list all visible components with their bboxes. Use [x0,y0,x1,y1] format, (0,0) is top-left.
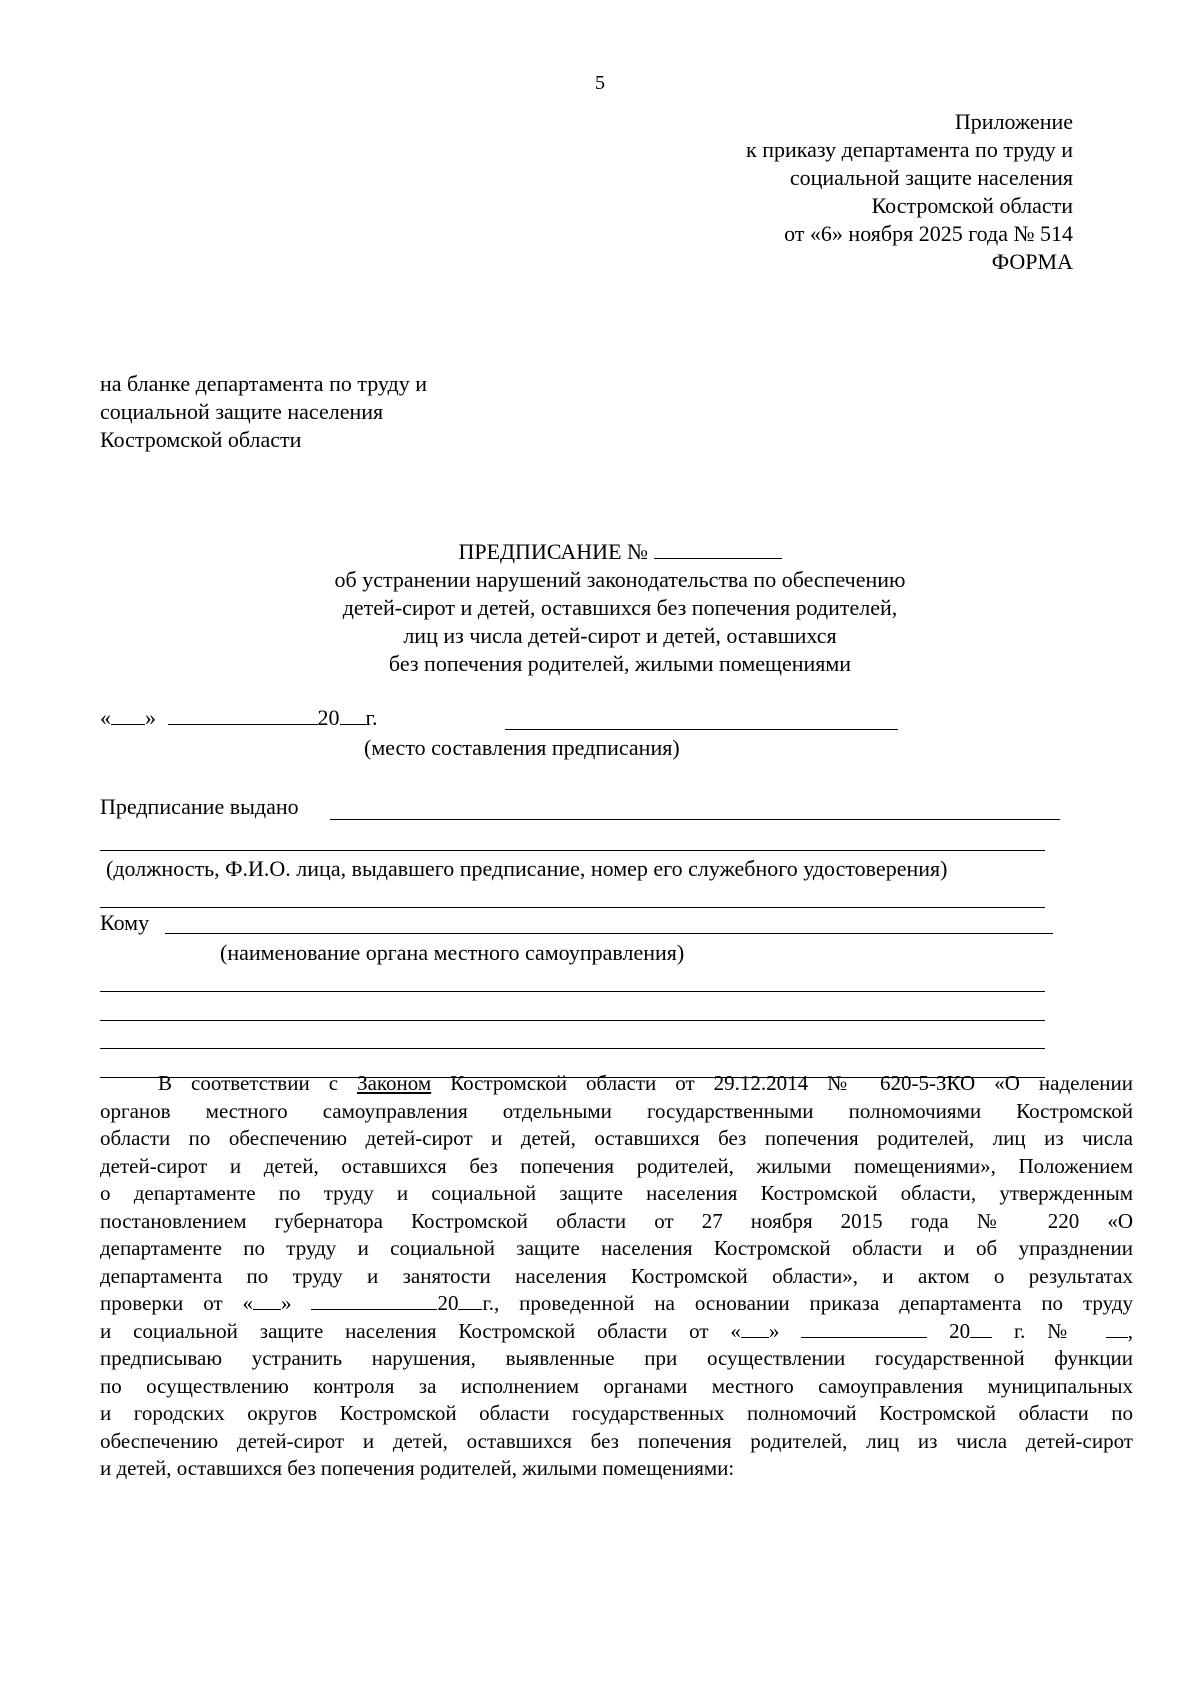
place-field[interactable] [505,729,898,730]
body-line: органов местного самоуправления отдельными государственными полномочиями Костромской [100,1098,1133,1123]
body-line: и детей, оставшихся без попечения родителей, жилыми помещениями: [100,1456,735,1480]
body-text-fragment: № [1047,1318,1084,1343]
open-quote: « [100,705,111,730]
body-line: детей-сирот и детей, оставшихся без попечения родителей, жилыми помещениями», Положением [100,1153,1133,1178]
body-text-fragment: В соответствии с [158,1071,358,1095]
body-text-fragment: » [281,1291,292,1315]
check-year-field[interactable] [458,1291,482,1310]
form-label: ФОРМА [991,249,1073,274]
recipient-field-line-2[interactable] [100,991,1045,992]
title-heading: ПРЕДПИСАНИЕ № [458,539,648,564]
year-prefix: 20 [317,705,340,730]
body-text-fragment: , [1127,1318,1134,1343]
body-line: по осуществлению контроля за исполнением органами местного самоуправления муниципальных [100,1373,1133,1398]
body-text-fragment: г. [1013,1318,1026,1343]
day-field[interactable] [111,704,145,725]
date-line [100,704,378,731]
law-link[interactable]: Законом [357,1071,432,1095]
issued-by-label: Предписание выдано [100,794,299,819]
body-line: и городских округов Костромской области государственных полномочий Костромской области по [100,1401,1133,1425]
recipient-caption: (наименование органа местного самоуправления) [220,940,685,965]
appendix-line: Костромской области [871,193,1073,218]
body-line: предписываю устранить нарушения, выявленные при осуществлении государственной функции [100,1346,1133,1370]
order-number-field[interactable] [1106,1319,1128,1338]
body-line: постановлением губернатора Костромской области от 27 ноября 2015 года № 220 «О [100,1208,1133,1233]
recipient-label: Кому [100,910,150,935]
appendix-line: Приложение [954,109,1073,134]
year-suffix: г. [365,705,378,730]
month-field[interactable] [168,704,318,725]
appendix-line: от «6» ноября 2025 года № 514 [784,221,1073,246]
order-year-field[interactable] [970,1319,992,1338]
body-text-fragment: и социальной защите населения Костромской области от « [100,1318,741,1343]
body-paragraph [100,1070,1133,1483]
issued-by-field-line-3[interactable] [100,907,1045,908]
title-subtitle-line: без попечения родителей, жилыми помещениями [388,651,852,676]
place-caption: (место составления предписания) [364,735,680,760]
letterhead-note [100,370,427,454]
recipient-field[interactable] [165,933,1053,934]
body-line: департаменте по труду и социальной защите населения Костромской области и об упразднении [100,1236,1133,1260]
body-text-fragment: г., проведенной на основании приказа департамента по труду [482,1291,1134,1315]
document-title [0,538,1200,566]
title-subtitle-line: детей-сирот и детей, оставшихся без попечения родителей, [342,595,898,620]
title-subtitle-line: лиц из числа детей-сирот и детей, оставшихся [403,623,837,648]
body-text-fragment: » [768,1318,780,1343]
order-month-field[interactable] [801,1319,927,1338]
issued-by-field[interactable] [330,819,1060,820]
close-quote: » [145,705,156,730]
body-line [100,1070,1133,1098]
body-text-fragment: Костромской области от 29.12.2014 № 620-5-ЗКО «О наделении [431,1071,1133,1095]
body-text-fragment: 20 [437,1291,459,1315]
recipient-field-line-4[interactable] [100,1048,1045,1049]
prescription-number-field[interactable] [654,538,782,559]
body-line: области по обеспечению детей-сирот и детей, оставшихся без попечения родителей, лиц из числа [100,1126,1133,1150]
appendix-line: социальной защите населения [789,165,1073,190]
body-line [100,1318,1133,1346]
issued-by-field-line-2[interactable] [100,850,1045,851]
body-line: обеспечению детей-сирот и детей, оставшихся без попечения родителей, лиц из числа детей-сирот [100,1428,1133,1453]
letterhead-line: на бланке департамента по труду и [100,371,428,396]
title-subtitle-line: об устранении нарушений законодательства по обеспечению [334,567,906,592]
year-field[interactable] [340,704,366,725]
appendix-line: к приказу департамента по труду и [746,137,1073,162]
letterhead-line: Костромской области [100,427,302,452]
body-text-fragment: проверки от « [100,1291,254,1315]
body-line: департамента по труду и занятости населения Костромской области», и актом о результатах [100,1263,1133,1288]
body-text-fragment: 20 [949,1318,971,1343]
page-number: 5 [595,72,605,94]
order-day-field[interactable] [741,1319,769,1338]
appendix-block [746,108,1073,276]
recipient-field-line-3[interactable] [100,1020,1045,1021]
body-line [100,1290,1133,1318]
issued-by-caption: (должность, Ф.И.О. лица, выдавшего предписание, номер его служебного удостоверения) [106,856,948,881]
check-month-field[interactable] [311,1291,437,1310]
letterhead-line: социальной защите населения [100,399,384,424]
document-title-block [0,538,1200,678]
check-day-field[interactable] [253,1291,281,1310]
body-line: о департаменте по труду и социальной защите населения Костромской области, утвержденным [100,1181,1133,1205]
